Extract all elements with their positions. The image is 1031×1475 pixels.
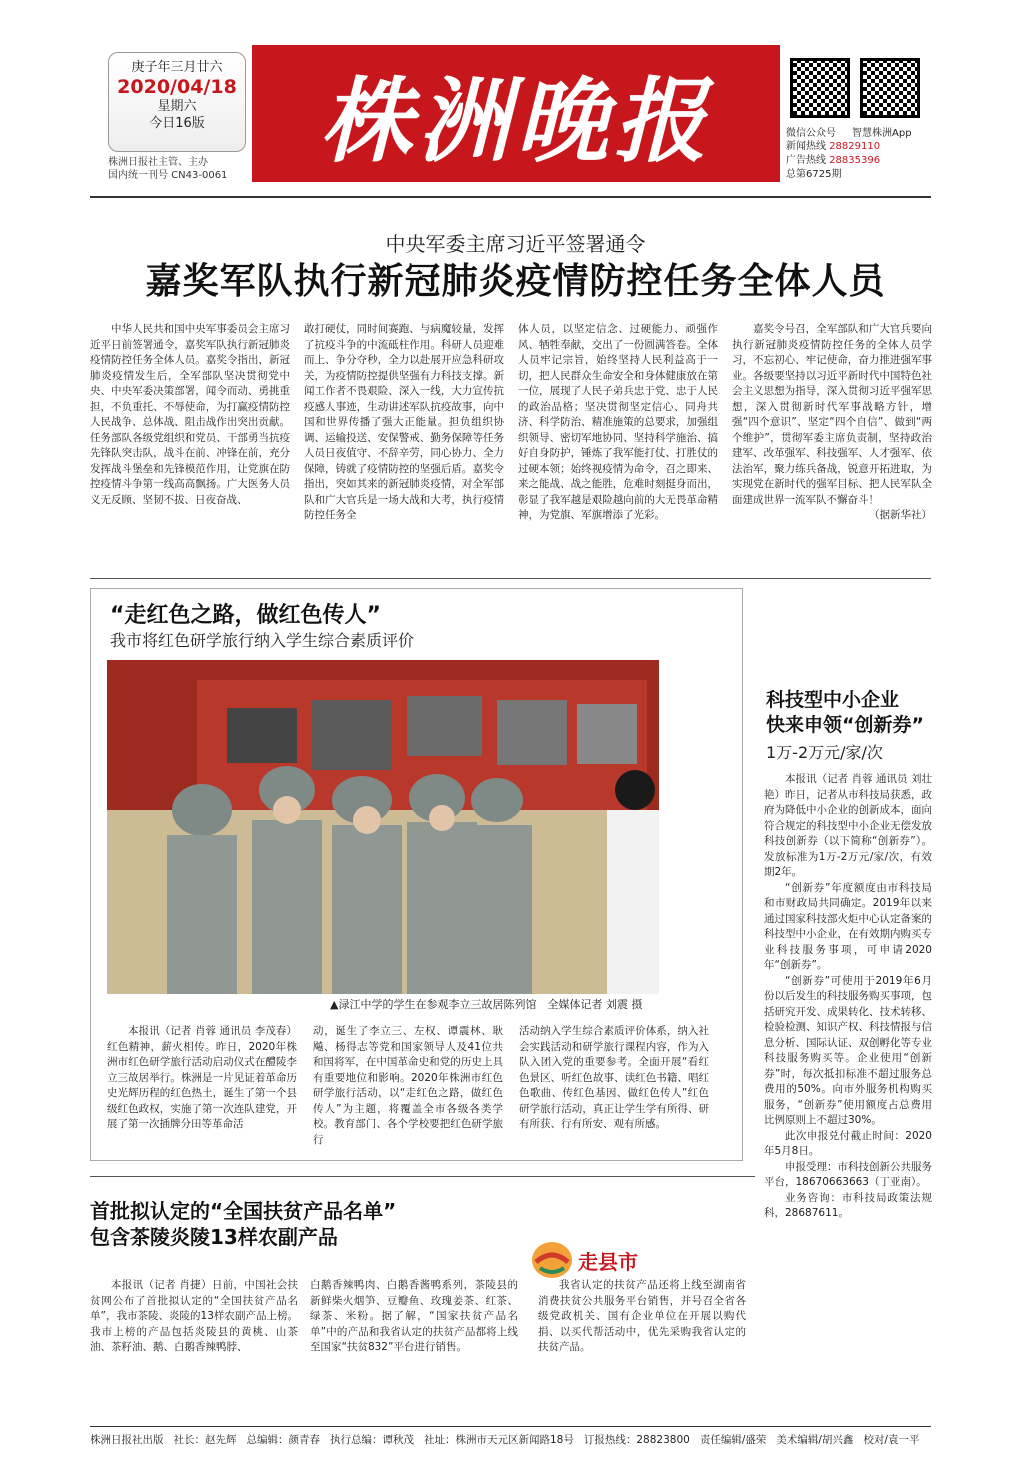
side-para-6: 业务咨询：市科技局政策法规科，28687611。 [764, 1191, 932, 1219]
side-para-5: 申报受理：市科技创新公共服务平台，18670663663（丁亚南）。 [764, 1160, 932, 1188]
date-box [108, 52, 246, 152]
feature-photo [107, 660, 659, 994]
side-headline-line1: 科技型中小企业 [766, 689, 900, 711]
bottom-headline-line2: 包含茶陵炎陵13样农副产品 [90, 1225, 338, 1249]
ad-hotline-label: 广告热线 [786, 155, 826, 166]
lead-source: （据新华社） [869, 509, 932, 521]
masthead: 株洲晚报 [252, 45, 780, 182]
side-subtitle: 1万-2万元/家/次 [766, 743, 883, 762]
news-hotline-number: 28829110 [829, 141, 881, 152]
zouxianshi-text: 走县市 [578, 1250, 638, 1274]
footer-art-editor: 美术编辑/胡兴鑫 [776, 1434, 854, 1446]
lead-column-3: 体人员，以坚定信念、过硬能力、顽强作风、牺牲奉献，交出了一份圆满答卷。全体人员牢记宗旨，始终坚持人民利益高于一切，把人民群众生命安全和身体健康放在第一位，展现了人民子弟兵忠于党、忠于人民的政治品格；坚决贯彻坚定信心、同舟共济、科学防治、精准施策的总要求，加强组织领导、密切军地协同、坚持科学施治、搞好自身防护，锤炼了我军能打仗、打胜仗的过硬本领；始终视疫情为命令，召之即来、来之能战、战之能胜，危难时刻挺身而出，彰显了我军越是艰险越向前的大无畏革命精神，为党旗、军旗增添了光彩。 [518, 323, 718, 521]
page-count: 今日16版 [149, 116, 205, 131]
app-qr-icon[interactable] [860, 58, 920, 118]
footer-rule [90, 1426, 931, 1427]
bottom-headline [90, 1198, 396, 1250]
issue-number: 总第6725期 [786, 169, 842, 180]
lead-column-1: 中华人民共和国中央军事委员会主席习近平日前签署通令，嘉奖军队执行新冠肺炎疫情防控任务全体人员。嘉奖令指出，新冠肺炎疫情发生后，全军部队坚决贯彻党中央、中央军委决策部署，闻令而动、勇挑重担，不负重托、不辱使命，为打赢疫情防控人民战争、总体战、阻击战作出突出贡献。任务部队各级党组织和党员、干部勇当抗疫先锋队突击队，战斗在前、冲锋在前，充分发挥战斗堡垒和先锋模范作用，让党旗在防控疫情斗争第一线高高飘扬。广大医务人员义无反顾、坚韧不拔、日夜奋战、 [90, 323, 290, 506]
issn-line: 国内统一刊号 CN43-0061 [108, 170, 228, 181]
issue-date: 2020/04/18 [117, 76, 237, 98]
contact-info [786, 140, 880, 182]
feature-subtitle: 我市将红色研学旅行纳入学生综合素质评价 [110, 631, 415, 650]
side-para-3: “创新券”可使用于2019年6月份以后发生的科技服务购买事项，包括研究开发、成果转化、技术转移、检验检测、知识产权、科技情报与信息分析、国际认证、双创孵化等专业科技服务购买等。企业使用“创新券”时，每次抵扣标准不超过服务总费用的50%。向市外服务机构购买服务，“创新券”使用额度占总费用比例原则上不超过30%。 [764, 974, 932, 1126]
news-hotline-label: 新闻热线 [786, 141, 826, 152]
lunar-date: 庚子年三月廿六 [131, 60, 223, 75]
footer-president: 社长：赵先辉 [173, 1434, 237, 1446]
footer-proof: 校对/袁一平 [863, 1434, 920, 1446]
bottom-column-2: 白鹅香辣鸭肉、白鹅香酱鸭系列，茶陵县的新鲜柴火烟笋、豆瓣鱼、玫瑰姜茶、红茶、绿茶、米粉。据了解，“国家扶贫产品名单”中的产品和我省认定的扶贫产品都将上线至国家“扶贫832”平台进行销售。 [310, 1279, 518, 1353]
side-body [764, 772, 932, 1222]
footer-editor: 总编辑：颜青春 [246, 1434, 320, 1446]
feature-column-3: 活动纳入学生综合素质评价体系，纳入社会实践活动和研学旅行课程内容，作为入队入团入党的重要参考。全面开展“看红色景区、听红色故事、读红色书籍、唱红色歌曲、传红色基因、做红色传人”红色研学旅行活动，真正让学生学有所得、研有所获、行有所安、观有所感。 [519, 1025, 709, 1130]
header-rule [90, 196, 931, 198]
lead-column-2: 敢打硬仗，同时间赛跑、与病魔较量，发挥了抗疫斗争的中流砥柱作用。科研人员迎难而上、争分夺秒，全力以赴展开应急科研攻关，为疫情防控提供坚强有力科技支撑。新闻工作者不畏艰险、深入一线，大力宣传抗疫感人事迹，生动讲述军队抗疫故事，向中国和世界传播了强大正能量。担负组织协调、运输投送、安保警戒、勤务保障等任务人员日夜值守、不辞辛劳，同心协力、全力保障，铸就了疫情防控的坚强后盾。嘉奖令指出，突如其来的新冠肺炎疫情，对全军部队和广大官兵是一场大战和大考，执行疫情防控任务全 [304, 323, 504, 521]
zouxianshi-logo [528, 1236, 658, 1282]
photo-caption: ▲渌江中学的学生在参观李立三故居陈列馆 全媒体记者 刘震 摄 [330, 998, 643, 1011]
wechat-qr-label: 微信公众号 [786, 128, 836, 139]
bottom-section-rule [90, 1176, 755, 1177]
bottom-column-1: 本报讯（记者 肖捷）日前，中国社会扶贫网公布了首批拟认定的“全国扶贫产品名单”，我市茶陵、炎陵的13样农副产品上榜。我市上榜的产品包括炎陵县的黄桃、山茶油、茶籽油、鹅、白鹅香辣鸭脖、 [90, 1279, 298, 1353]
app-qr-label: 智慧株洲App [852, 128, 912, 139]
side-headline [766, 688, 924, 738]
lead-column-4: 嘉奖令号召，全军部队和广大官兵要向执行新冠肺炎疫情防控任务的全体人员学习，不忘初心、牢记使命，奋力推进强军事业。各级要坚持以习近平新时代中国特色社会主义思想为指导，深入贯彻习近平强军思想，深入贯彻新时代军事战略方针，增强“四个意识”、坚定“四个自信”、做到“两个维护”，贯彻军委主席负责制，坚持政治建军、改革强军、科技强军、人才强军、依法治军，聚力练兵备战，锐意开拓进取，为实现党在新时代的强军目标、把人民军队全面建成世界一流军队不懈奋斗！ （据新华社） [732, 322, 932, 524]
feature-column-2: 动，诞生了李立三、左权、谭震林、耿飚、杨得志等党和国家领导人及41位共和国将军，在中国革命史和党的历史上具有重要地位和影响。2020年株洲市红色研学旅行活动，以“走红色之路，做红色传人”为主题，将覆盖全市各级各类学校。教育部门、各个学校要把红色研学旅行 [313, 1025, 503, 1146]
lead-bottom-rule [90, 578, 931, 579]
publisher-info [108, 156, 227, 182]
footer-publisher: 株洲日报社出版 [90, 1434, 164, 1446]
footer-resp-editor: 责任编辑/盛荣 [699, 1434, 767, 1446]
feature-title: “走红色之路，做红色传人” [110, 603, 381, 628]
bottom-column-3: 我省认定的扶贫产品还将上线至湖南省消费扶贫公共服务平台销售，并号召全省各级党政机关、国有企业单位在开展以购代捐、以买代帮活动中，优先采购我省认定的扶贫产品。 [538, 1279, 746, 1353]
side-para-2: “创新券”年度额度由市科技局和市财政局共同确定。2019年以来通过国家科技部火炬中心认定备案的科技型中小企业，在有效期内购买专业科技服务事项，可申请2020年“创新券”。 [764, 881, 932, 971]
side-para-4: 此次申报兑付截止时间：2020年5月8日。 [764, 1129, 932, 1157]
lead-kicker: 中央军委主席习近平签署通令 [385, 232, 646, 256]
footer-bar [90, 1432, 931, 1447]
student-visit-photo [107, 660, 659, 994]
ad-hotline-number: 28835396 [829, 155, 881, 166]
wechat-qr-icon[interactable] [790, 58, 850, 118]
publisher-line: 株洲日报社主管、主办 [108, 157, 208, 168]
weekday: 星期六 [157, 99, 197, 114]
side-para-1: 本报讯（记者 肖蓉 通讯员 刘壮艳）昨日，记者从市科技局获悉，政府为降低中小企业的创新成本，面向符合规定的科技型中小企业无偿发放科技创新券（以下简称“创新券”）。发放标准为1万-2万元/家/次，有效期2年。 [764, 773, 932, 878]
footer-subscribe: 订报热线：28823800 [583, 1434, 690, 1446]
footer-address: 社址：株洲市天元区新闻路18号 [424, 1434, 574, 1446]
lead-headline: 嘉奖军队执行新冠肺炎疫情防控任务全体人员 [145, 261, 886, 302]
bottom-headline-line1: 首批拟认定的“全国扶贫产品名单” [90, 1199, 397, 1223]
side-headline-line2: 快来申领“创新券” [766, 714, 924, 736]
footer-exec-editor: 执行总编：谭秋茂 [330, 1434, 414, 1446]
feature-column-1: 本报讯（记者 肖蓉 通讯员 李茂春）红色精神，薪火相传。昨日，2020年株洲市红色研学旅行活动启动仪式在醴陵李立三故居举行。株洲是一片见证着革命历史光辉历程的红色热土，诞生了第一个县级红色政权，实施了第一次连队建党，开展了第一次插牌分田等革命活 [107, 1025, 297, 1130]
